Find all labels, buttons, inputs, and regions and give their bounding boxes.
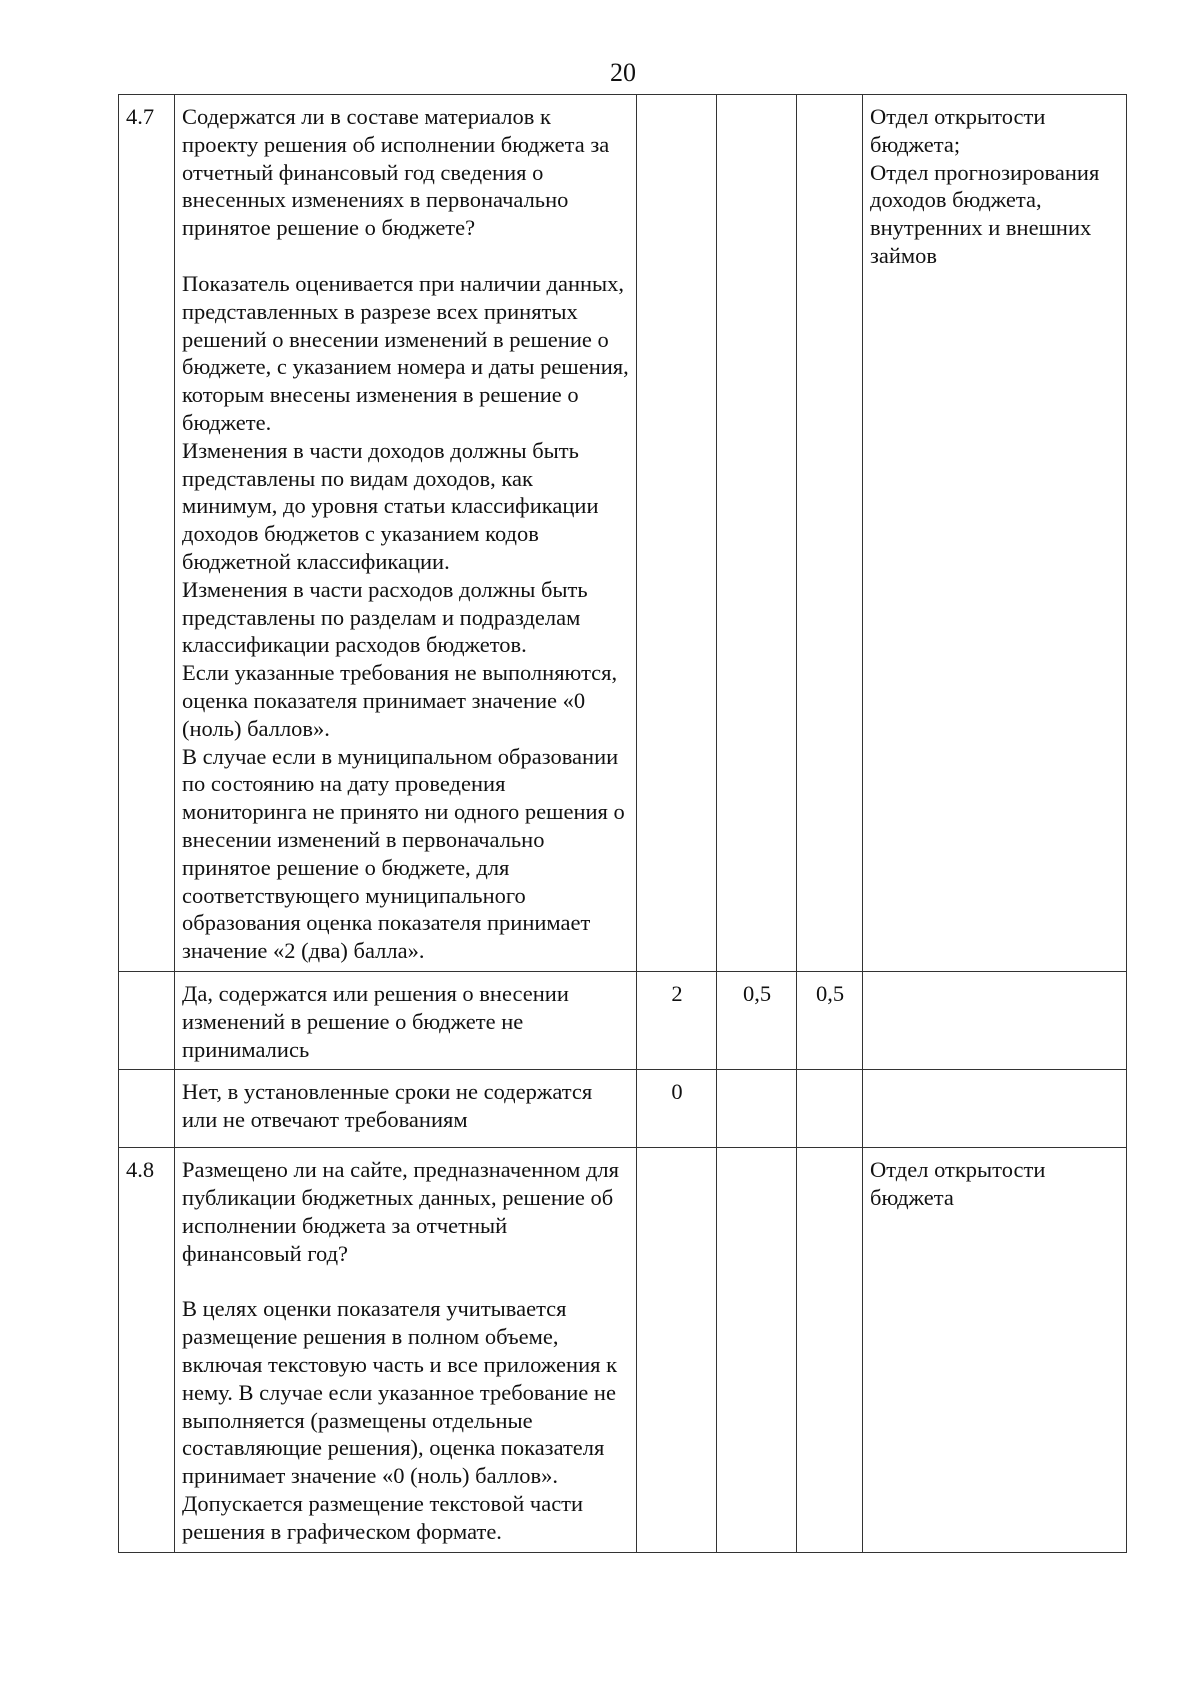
indicator-description — [175, 95, 637, 972]
responsible-line: Отдел открытости бюджета — [870, 1157, 1046, 1211]
indicator-description — [175, 1148, 637, 1552]
indicator-detail: В случае если в муниципальном образовании по состоянию на дату проведения мониторинга не принято ни одного решения о внесении изменений в первоначально принятое решение о бюджете, для соответствующего муниципального образования оценка показателя принимает значение «2 (два) балла». — [182, 743, 625, 964]
indicator-question: Содержатся ли в составе материалов к проекту решения об исполнении бюджета за отчетный финансовый год сведения о внесенных изменениях в первоначально принятое решение о бюджете? — [182, 104, 610, 241]
indicator-number — [119, 1070, 175, 1148]
responsible-department — [863, 1148, 1127, 1552]
indicator-question: Размещено ли на сайте, предназначенном для публикации бюджетных данных, решение об исполнении бюджета за отчетный финансовый год? — [182, 1157, 619, 1266]
table-row — [119, 971, 1127, 1069]
indicator-number: 4.8 — [119, 1148, 175, 1552]
indicator-detail: В целях оценки показателя учитывается размещение решения в полном объеме, включая текстовую часть и все приложения к нему. В случае если указанное требование не выполняется (размещены отдельные составляющие решения), оценка показателя принимает значение «0 (ноль) баллов». Допускается размещение текстовой части решения в графическом формате. — [182, 1296, 618, 1544]
table-row — [119, 1148, 1127, 1552]
indicator-number — [119, 971, 175, 1069]
criteria-table — [118, 94, 1127, 1553]
answer-option: Нет, в установленные сроки не содержатся или не отвечают требованиям — [175, 1070, 637, 1148]
score-cell: 0 — [637, 1070, 717, 1148]
responsible-department — [863, 971, 1127, 1069]
indicator-detail: Показатель оценивается при наличии данных, представленных в разрезе всех принятых решений о внесении изменений в решение о бюджете, с указанием номера и даты решения, которым внесены изменения в решение о бюджете. — [182, 270, 629, 435]
weight-cell-2 — [797, 1070, 863, 1148]
weight-cell: 0,5 — [717, 971, 797, 1069]
page-number: 20 — [610, 58, 636, 87]
score-cell: 2 — [637, 971, 717, 1069]
responsible-department — [863, 1070, 1127, 1148]
indicator-detail: Если указанные требования не выполняются, оценка показателя принимает значение «0 (ноль) баллов». — [182, 660, 618, 741]
score-cell — [637, 95, 717, 972]
indicator-detail: Изменения в части доходов должны быть представлены по видам доходов, как минимум, до уровня статьи классификации доходов бюджетов с указанием кодов бюджетной классификации. — [182, 437, 599, 574]
responsible-department — [863, 95, 1127, 972]
weight-cell-2 — [797, 1148, 863, 1552]
score-cell — [637, 1148, 717, 1552]
weight-cell-2 — [797, 95, 863, 972]
responsible-line: Отдел прогнозирования доходов бюджета, внутренних и внешних займов — [870, 159, 1100, 268]
indicator-detail: Изменения в части расходов должны быть представлены по разделам и подразделам классификации расходов бюджетов. — [182, 576, 588, 658]
responsible-line: Отдел открытости бюджета; — [870, 104, 1046, 157]
indicator-number: 4.7 — [119, 95, 175, 972]
weight-cell — [717, 95, 797, 972]
table-row — [119, 95, 1127, 972]
weight-cell-2: 0,5 — [797, 971, 863, 1069]
table-row — [119, 1070, 1127, 1148]
weight-cell — [717, 1070, 797, 1148]
weight-cell — [717, 1148, 797, 1552]
answer-option: Да, содержатся или решения о внесении изменений в решение о бюджете не принимались — [175, 971, 637, 1069]
